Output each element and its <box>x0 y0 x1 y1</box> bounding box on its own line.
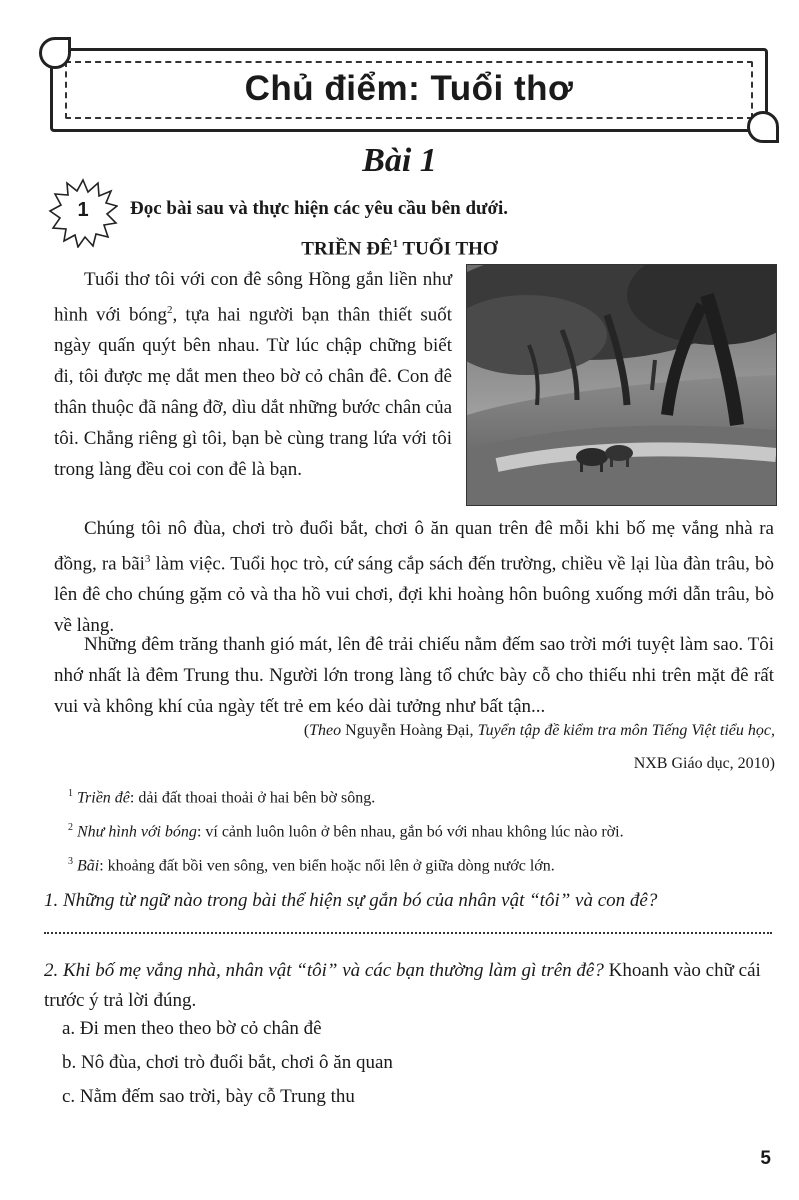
question-2-prompt: 2. Khi bố mẹ vắng nhà, nhân vật “tôi” và các bạn thường làm gì trên đê? <box>44 960 604 981</box>
story-paragraph-2 <box>54 513 774 641</box>
footnote-number: 2 <box>68 822 73 833</box>
story-title-rest: TUỔI THƠ <box>398 238 498 260</box>
exercise-number: 1 <box>77 199 89 221</box>
citation-book: Tuyển tập đề kiểm tra môn Tiếng Việt tiểu học, <box>477 722 775 739</box>
source-publisher: NXB Giáo dục, 2010) <box>633 755 775 772</box>
story-title <box>0 238 799 260</box>
answer-option-c[interactable]: c. Nằm đếm sao trời, bày cỗ Trung thu <box>62 1086 355 1107</box>
citation-author: Nguyễn Hoàng Đại, <box>341 722 478 739</box>
footnote-number: 1 <box>68 788 73 799</box>
scroll-curl-icon <box>747 111 779 143</box>
footnote <box>68 788 375 807</box>
paragraph-text: làm việc. Tuổi học trò, cứ sáng cắp sách đến trường, chiều về lại lùa đàn trâu, bò lên đê cho chúng gặm cỏ và tha hồ vui chơi, đợi khi hoàng hôn buông xuống mới dẫn trâu, bò về làng. <box>54 553 774 637</box>
source-citation <box>304 722 775 740</box>
footnote-term: Như hình với bóng <box>77 823 197 841</box>
question-2 <box>44 956 774 1016</box>
lesson-title: Bài 1 <box>362 142 437 179</box>
footnote-number: 3 <box>68 856 73 867</box>
chapter-title: Chủ điểm: Tuổi thơ <box>244 69 574 108</box>
answer-option-b[interactable]: b. Nô đùa, chơi trò đuổi bắt, chơi ô ăn quan <box>62 1052 393 1073</box>
scroll-curl-icon <box>39 37 71 69</box>
footnote-definition: : khoảng đất bồi ven sông, ven biển hoặc nổi lên ở giữa dòng nước lớn. <box>99 857 555 875</box>
citation-paren: ( <box>303 722 310 739</box>
answer-option-a[interactable]: a. Đi men theo theo bờ cỏ chân đê <box>62 1018 322 1039</box>
paragraph-text: Chúng tôi nô đùa, chơi trò đuổi bắt, chơi ô ăn quan trên đê mỗi khi bố mẹ vắng nhà ra đồng, ra bãi <box>54 518 774 575</box>
footnote-ref: 2 <box>166 304 173 316</box>
footnote-ref: 1 <box>392 238 399 250</box>
footnote <box>68 822 624 841</box>
story-title-main: TRIỀN ĐÊ <box>301 238 393 260</box>
riverbank-dyke-photo <box>466 264 777 506</box>
page-number: 5 <box>760 1148 771 1169</box>
question-1: 1. Những từ ngữ nào trong bài thể hiện sự gắn bó của nhân vật “tôi” và con đê? <box>44 890 658 911</box>
dyke-trees-illustration <box>467 265 776 505</box>
footnote-definition: : dải đất thoai thoải ở hai bên bờ sông. <box>129 789 376 807</box>
story-paragraph-3: Những đêm trăng thanh gió mát, lên đê trải chiếu nằm đếm sao trời mới tuyệt làm sao. Tôi nhớ nhất là đêm Trung thu. Người lớn trong làng tổ chức bày cỗ cho thiếu nhi trên mặt đê rất vui và không khí của ngày tết trẻ em kéo dài tưởng như bất tận... <box>54 634 774 717</box>
citation-theo: Theo <box>309 722 342 739</box>
footnote-term: Bãi <box>77 857 100 875</box>
question-2-instruction: Khoanh vào chữ cái trước ý trả lời đúng. <box>44 960 761 1011</box>
paragraph-text: Tuổi thơ tôi với con đê sông Hồng gắn liền như hình với bóng <box>54 269 452 326</box>
story-paragraph-1 <box>54 264 452 485</box>
chapter-banner <box>50 48 768 132</box>
answer-line[interactable] <box>44 932 772 934</box>
footnote-definition: : ví cảnh luôn luôn ở bên nhau, gắn bó với nhau không lúc nào rời. <box>196 823 624 841</box>
exercise-instruction: Đọc bài sau và thực hiện các yêu cầu bên dưới. <box>130 198 508 219</box>
footnote-term: Triền đê <box>77 789 130 807</box>
footnote <box>68 856 555 875</box>
paragraph-text: , tựa hai người bạn thân thiết suốt ngày quấn quýt bên nhau. Từ lúc chập chững biết đi, tôi được mẹ dắt men theo bờ cỏ chân đê. Con đê thân thuộc đã nâng đỡ, dìu dắt những bước chân của tôi. Chẳng riêng gì tôi, bạn bè cùng trang lứa với tôi trong làng đều coi con đê là bạn. <box>54 304 452 481</box>
footnote-ref: 3 <box>144 553 151 565</box>
